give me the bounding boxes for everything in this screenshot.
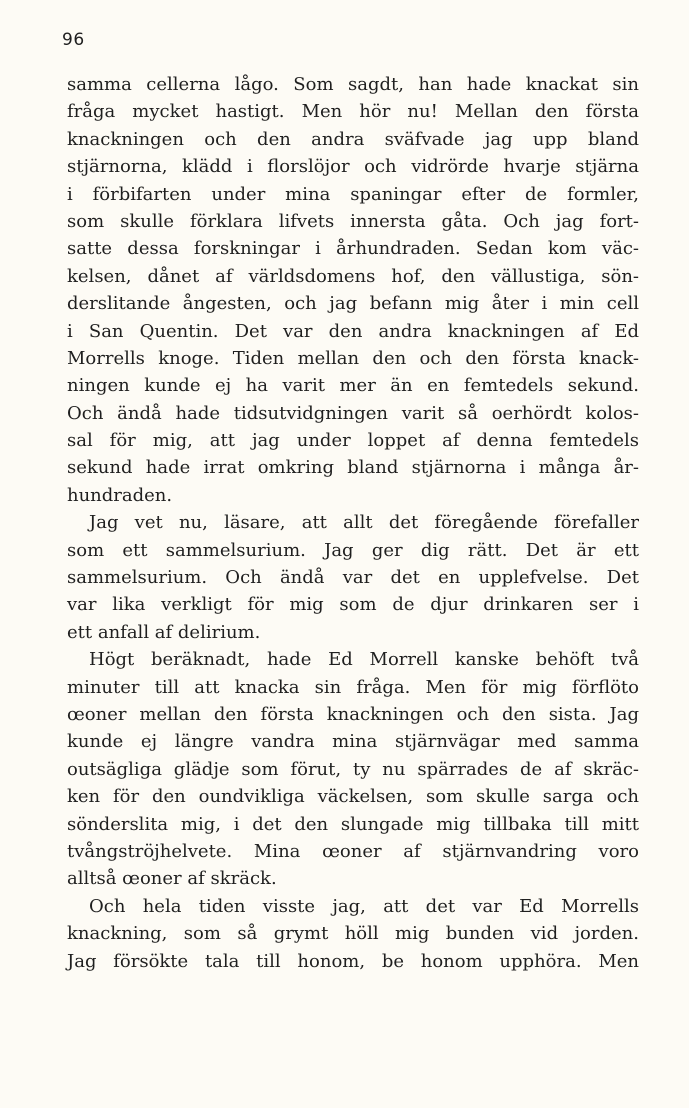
text-line: som skulle förklara lifvets innersta gåta. Och jag fort- <box>67 210 639 232</box>
text-line: alltså œoner af skräck. <box>67 868 277 890</box>
text-line: kunde ej längre vandra mina stjärnvägar med samma <box>67 731 639 753</box>
text-line: derslitande ångesten, och jag befann mig åter i min cell <box>67 293 639 315</box>
text-line: var lika verkligt för mig som de djur drinkaren ser i <box>67 594 639 616</box>
text-line: Morrells knoge. Tiden mellan den och den första knack- <box>67 347 639 369</box>
paragraph <box>67 646 639 893</box>
text-line: sönderslita mig, i det den slungade mig tillbaka till mitt <box>67 813 639 835</box>
text-line: ken för den oundvikliga väckelsen, som skulle sarga och <box>67 786 639 808</box>
text-line: sal för mig, att jag under loppet af denna femtedels <box>67 430 639 452</box>
text-line: tvångströjhelvete. Mina œoner af stjärnvandring voro <box>67 840 639 862</box>
text-line: i San Quentin. Det var den andra knackningen af Ed <box>67 320 639 342</box>
text-line: Jag vet nu, läsare, att allt det föregående förefaller <box>89 512 639 534</box>
text-line: satte dessa forskningar i århundraden. Sedan kom väc- <box>67 238 639 260</box>
text-line: sekund hade irrat omkring bland stjärnorna i många år- <box>67 457 639 479</box>
text-line: Och hela tiden visste jag, att det var Ed Morrells <box>89 895 639 917</box>
text-line: fråga mycket hastigt. Men hör nu! Mellan den första <box>67 101 639 123</box>
text-line: hundraden. <box>67 484 173 506</box>
text-line: Högt beräknadt, hade Ed Morrell kanske behöft två <box>89 649 639 671</box>
paragraph <box>67 71 639 509</box>
text-line: kelsen, dånet af världsdomens hof, den vällustiga, sön- <box>67 265 639 287</box>
body-text <box>67 71 639 975</box>
paragraph <box>67 509 639 646</box>
text-line: knackningen och den andra sväfvade jag upp bland <box>67 128 639 150</box>
paragraph <box>67 893 639 975</box>
text-line: knackning, som så grymt höll mig bunden vid jorden. <box>67 923 639 945</box>
text-line: som ett sammelsurium. Jag ger dig rätt. Det är ett <box>67 539 639 561</box>
page-number: 96 <box>62 30 85 50</box>
text-line: outsägliga glädje som förut, ty nu spärrades de af skräc- <box>67 758 639 780</box>
text-line: sammelsurium. Och ändå var det en upplefvelse. Det <box>67 567 639 589</box>
text-line: Jag försökte tala till honom, be honom upphöra. Men <box>67 950 639 972</box>
text-line: Och ändå hade tidsutvidgningen varit så oerhördt kolos- <box>67 402 639 424</box>
text-line: œoner mellan den första knackningen och den sista. Jag <box>67 703 639 725</box>
text-line: stjärnorna, klädd i florslöjor och vidrörde hvarje stjärna <box>67 156 639 178</box>
text-line: ningen kunde ej ha varit mer än en femtedels sekund. <box>67 375 639 397</box>
text-line: ett anfall af delirium. <box>67 621 261 643</box>
text-line: i förbifarten under mina spaningar efter de formler, <box>67 183 639 205</box>
text-line: minuter till att knacka sin fråga. Men för mig förflöto <box>67 676 639 698</box>
text-line: samma cellerna lågo. Som sagdt, han hade knackat sin <box>67 74 639 95</box>
